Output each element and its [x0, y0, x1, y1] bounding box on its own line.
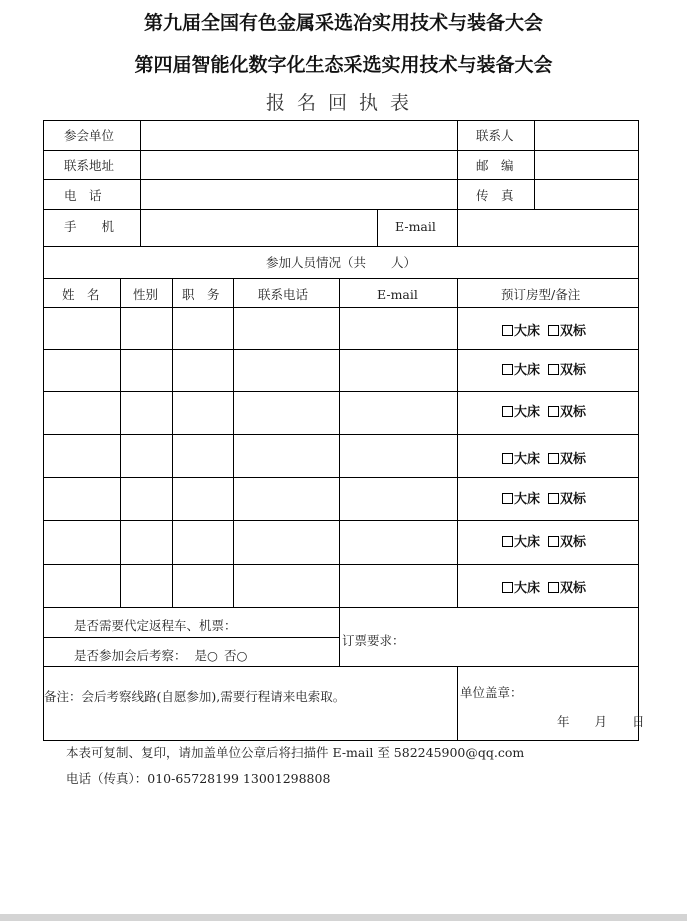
- postcode-input[interactable]: [535, 151, 637, 178]
- table-rule: [43, 307, 639, 308]
- ticket-requirements-label: 订票要求：: [342, 633, 405, 648]
- room-options-row-6: [502, 536, 594, 550]
- page-bottom-edge: [0, 914, 687, 921]
- double-bed-checkbox[interactable]: 大床: [502, 536, 540, 550]
- table-rule: [172, 278, 173, 608]
- table-border-bottom: [43, 740, 639, 741]
- mobile-input[interactable]: [141, 210, 376, 245]
- room-options-row-4: [502, 453, 594, 467]
- twin-room-checkbox[interactable]: 双标: [548, 536, 586, 550]
- remark-text: 备注：会后考察线路(自愿参加),需要行程请来电索取。: [44, 689, 346, 704]
- attendees-heading: 参加人员情况（共 人）: [265, 255, 416, 270]
- form-title: 报名回执表: [265, 92, 421, 114]
- checkbox-icon: [548, 536, 559, 547]
- double-bed-checkbox[interactable]: 大床: [502, 493, 540, 507]
- table-rule: [457, 666, 458, 741]
- double-bed-checkbox[interactable]: 大床: [502, 453, 540, 467]
- room-options-row-1: [502, 325, 594, 339]
- checkbox-icon: [548, 582, 559, 593]
- checkbox-icon: [502, 536, 513, 547]
- column-header-name: 姓 名: [62, 287, 100, 302]
- checkbox-icon: [548, 364, 559, 375]
- checkbox-icon: [548, 493, 559, 504]
- address-input[interactable]: [141, 151, 456, 178]
- inspection-yes-radio[interactable]: 是○: [194, 648, 218, 663]
- table-rule: [457, 120, 458, 210]
- double-bed-checkbox[interactable]: 大床: [502, 582, 540, 596]
- checkbox-icon: [502, 493, 513, 504]
- checkbox-icon: [548, 453, 559, 464]
- twin-room-checkbox[interactable]: 双标: [548, 453, 586, 467]
- unit-label: 参会单位: [64, 128, 115, 143]
- twin-room-checkbox[interactable]: 双标: [548, 582, 586, 596]
- column-header-position: 职 务: [182, 287, 220, 302]
- double-bed-checkbox[interactable]: 大床: [502, 406, 540, 420]
- table-rule: [43, 607, 639, 608]
- table-rule: [377, 209, 378, 247]
- phone-label: 电 话: [64, 188, 102, 203]
- email-label: E-mail: [395, 219, 436, 234]
- column-header-phone: 联系电话: [258, 287, 309, 302]
- table-rule: [43, 278, 639, 279]
- contact-person-input[interactable]: [535, 121, 637, 149]
- twin-room-checkbox[interactable]: 双标: [548, 364, 586, 378]
- checkbox-icon: [548, 406, 559, 417]
- table-rule: [43, 520, 639, 521]
- table-rule: [339, 278, 340, 667]
- table-rule: [43, 666, 639, 667]
- copy-note: 本表可复制、复印，请加盖单位公章后将扫描件 E-mail 至 582245900@qq.com: [66, 745, 525, 760]
- phone-input[interactable]: [141, 180, 456, 208]
- email-input[interactable]: [458, 210, 637, 245]
- table-rule: [43, 349, 639, 350]
- table-rule: [43, 477, 639, 478]
- conference-title-line-1: 第九届全国有色金属采选冶实用技术与装备大会: [143, 12, 543, 34]
- room-options-row-5: [502, 493, 594, 507]
- phone-fax-note: 电话（传真）：010-65728199 13001298808: [66, 771, 331, 786]
- table-border-left: [43, 120, 44, 741]
- room-options-row-2: [502, 364, 594, 378]
- table-border-right: [638, 120, 639, 741]
- checkbox-icon: [502, 406, 513, 417]
- checkbox-icon: [548, 325, 559, 336]
- table-rule: [43, 564, 639, 565]
- table-rule: [43, 246, 639, 247]
- inspection-no-radio[interactable]: 否○: [223, 648, 248, 663]
- twin-room-checkbox[interactable]: 双标: [548, 493, 586, 507]
- room-options-row-7: [502, 582, 594, 596]
- inspection-question: 是否参加会后考察： 是○ 否○: [74, 648, 248, 663]
- seal-label: 单位盖章：: [460, 685, 523, 700]
- mobile-label: 手 机: [64, 219, 115, 234]
- address-label: 联系地址: [64, 158, 115, 173]
- checkbox-icon: [502, 453, 513, 464]
- twin-room-checkbox[interactable]: 双标: [548, 406, 586, 420]
- date-label: 年 月 日: [557, 714, 645, 729]
- table-rule: [43, 637, 339, 638]
- table-rule: [233, 278, 234, 608]
- fax-input[interactable]: [535, 180, 637, 208]
- double-bed-checkbox[interactable]: 大床: [502, 364, 540, 378]
- column-header-gender: 性别: [133, 287, 159, 302]
- table-rule: [43, 434, 639, 435]
- return-ticket-question: 是否需要代定返程车、机票：: [74, 618, 237, 633]
- table-rule: [120, 278, 121, 608]
- unit-input[interactable]: [141, 121, 456, 149]
- postcode-label: 邮 编: [476, 158, 514, 173]
- conference-title-line-2: 第四届智能化数字化生态采选实用技术与装备大会: [134, 54, 553, 76]
- twin-room-checkbox[interactable]: 双标: [548, 325, 586, 339]
- contact-person-label: 联系人: [476, 128, 514, 143]
- fax-label: 传 真: [476, 188, 514, 203]
- checkbox-icon: [502, 325, 513, 336]
- column-header-email: E-mail: [377, 287, 418, 302]
- double-bed-checkbox[interactable]: 大床: [502, 325, 540, 339]
- checkbox-icon: [502, 582, 513, 593]
- checkbox-icon: [502, 364, 513, 375]
- room-options-row-3: [502, 406, 594, 420]
- table-rule: [43, 391, 639, 392]
- table-rule: [457, 278, 458, 608]
- column-header-room: 预订房型/备注: [501, 287, 581, 302]
